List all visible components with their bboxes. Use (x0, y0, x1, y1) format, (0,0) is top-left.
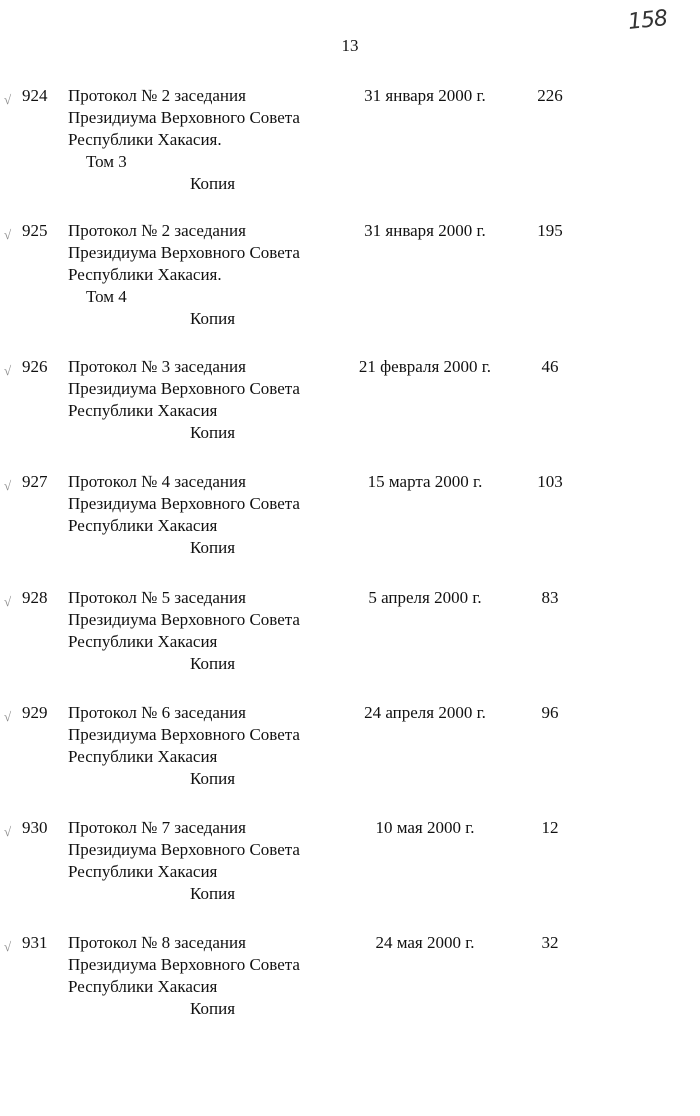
entry-sheets: 96 (541, 703, 559, 722)
entry-title-line: Протокол № 2 заседания (68, 86, 246, 105)
list-item (0, 702, 700, 812)
list-item (0, 356, 700, 466)
entry-date: 31 января 2000 г. (364, 86, 486, 105)
entry-title-line: Президиума Верховного Совета (68, 725, 300, 744)
check-mark-icon: √ (4, 939, 12, 954)
list-item (0, 817, 700, 927)
entry-date: 21 февраля 2000 г. (358, 357, 492, 376)
entry-number: 924 (22, 86, 48, 105)
entry-note: Копия (190, 309, 236, 328)
entry-title-line: Протокол № 6 заседания (68, 703, 246, 722)
entry-title-line: Президиума Верховного Совета (68, 243, 300, 262)
entry-number: 926 (22, 357, 48, 376)
entry-sheets: 226 (537, 86, 563, 105)
list-item (0, 220, 700, 330)
entry-title-line: Республики Хакасия (68, 862, 218, 881)
entry-title-line: Президиума Верховного Совета (68, 610, 300, 629)
entry-volume: Том 4 (86, 287, 127, 306)
entry-date: 24 мая 2000 г. (375, 933, 475, 952)
entry-title-line: Протокол № 7 заседания (68, 818, 246, 837)
entry-title-line: Президиума Верховного Совета (68, 955, 300, 974)
entry-number: 925 (22, 221, 48, 240)
entry-note: Копия (190, 654, 236, 673)
check-mark-icon: √ (4, 478, 12, 493)
entry-note: Копия (190, 423, 236, 442)
entry-sheets: 195 (537, 221, 563, 240)
entry-title-line: Республики Хакасия (68, 747, 218, 766)
entry-title-line: Президиума Верховного Совета (68, 108, 300, 127)
entry-title-line: Республики Хакасия (68, 516, 218, 535)
entry-title-line: Протокол № 8 заседания (68, 933, 246, 952)
page-number: 13 (341, 36, 359, 55)
entry-note: Копия (190, 174, 236, 193)
entry-title-line: Президиума Верховного Совета (68, 840, 300, 859)
list-item (0, 932, 700, 1042)
entry-number: 929 (22, 703, 48, 722)
check-mark-icon: √ (4, 824, 12, 839)
entry-title-line: Республики Хакасия (68, 977, 218, 996)
entry-sheets: 32 (541, 933, 559, 952)
entry-date: 10 мая 2000 г. (375, 818, 475, 837)
entry-title-line: Протокол № 4 заседания (68, 472, 246, 491)
entry-date: 24 апреля 2000 г. (364, 703, 486, 722)
entry-sheets: 83 (541, 588, 559, 607)
entry-number: 931 (22, 933, 48, 952)
entry-title-line: Протокол № 5 заседания (68, 588, 246, 607)
entry-sheets: 103 (537, 472, 563, 491)
check-mark-icon: √ (4, 594, 12, 609)
list-item (0, 85, 700, 195)
check-mark-icon: √ (4, 227, 12, 242)
check-mark-icon: √ (4, 709, 12, 724)
entry-title-line: Протокол № 3 заседания (68, 357, 246, 376)
entry-number: 928 (22, 588, 48, 607)
entry-number: 930 (22, 818, 48, 837)
entry-note: Копия (190, 538, 236, 557)
entry-note: Копия (190, 884, 236, 903)
entry-volume: Том 3 (86, 152, 127, 171)
list-item (0, 587, 700, 697)
entry-title-line: Президиума Верховного Совета (68, 379, 300, 398)
entry-note: Копия (190, 999, 236, 1018)
entry-date: 31 января 2000 г. (364, 221, 486, 240)
entry-sheets: 46 (541, 357, 559, 376)
entry-title-line: Республики Хакасия. (68, 265, 222, 284)
entry-sheets: 12 (541, 818, 559, 837)
archive-number: 158 (626, 6, 669, 35)
entry-date: 5 апреля 2000 г. (368, 588, 482, 607)
entry-title-line: Протокол № 2 заседания (68, 221, 246, 240)
entry-number: 927 (22, 472, 48, 491)
entry-date: 15 марта 2000 г. (367, 472, 483, 491)
check-mark-icon: √ (4, 92, 12, 107)
entry-title-line: Президиума Верховного Совета (68, 494, 300, 513)
list-item (0, 471, 700, 581)
entry-note: Копия (190, 769, 236, 788)
entry-title-line: Республики Хакасия. (68, 130, 222, 149)
entry-title-line: Республики Хакасия (68, 632, 218, 651)
check-mark-icon: √ (4, 363, 12, 378)
entry-title-line: Республики Хакасия (68, 401, 218, 420)
